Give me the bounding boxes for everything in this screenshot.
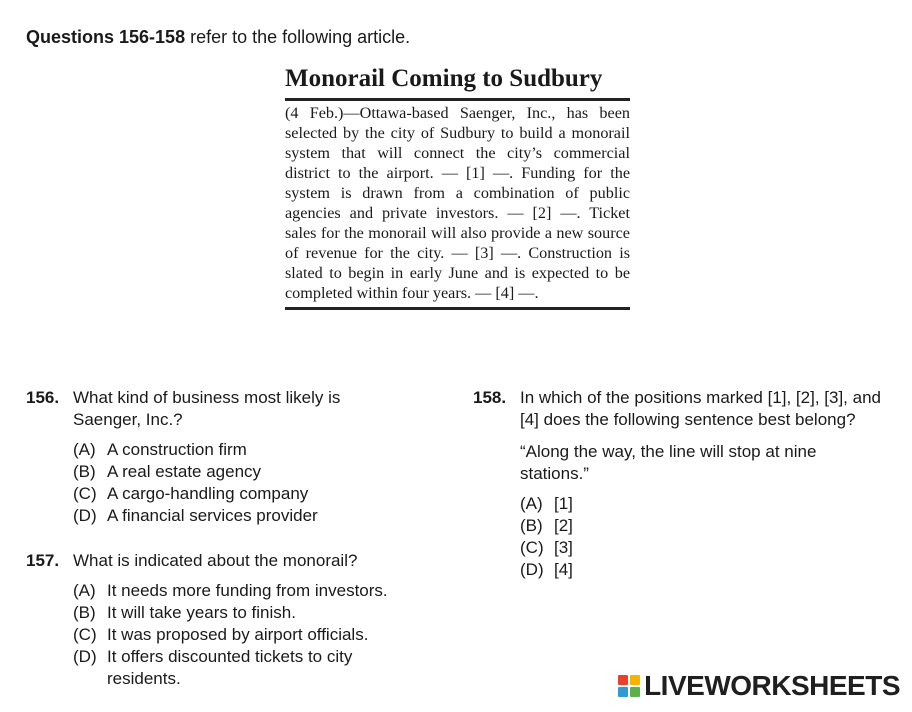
option-156-a[interactable]: [73, 439, 406, 461]
option-156-c[interactable]: [73, 483, 406, 505]
option-text: It needs more funding from investors.: [107, 581, 388, 600]
instructions-text: refer to the following article.: [185, 27, 411, 47]
option-letter: (B): [73, 462, 96, 481]
option-letter: (C): [73, 484, 97, 503]
option-letter: (B): [520, 516, 543, 535]
option-text: It offers discounted tickets to city residents.: [107, 647, 353, 688]
question-stem: In which of the positions marked [1], [2], [3], and [4] does the following sentence best belong?: [520, 388, 881, 429]
question-number: 156.: [26, 388, 60, 407]
option-letter: (B): [73, 603, 96, 622]
option-text: [2]: [554, 516, 573, 535]
logo-square: [630, 687, 640, 697]
option-letter: (D): [73, 506, 97, 525]
option-156-b[interactable]: [73, 461, 406, 483]
option-157-c[interactable]: [73, 624, 446, 646]
option-text: It will take years to finish.: [107, 603, 296, 622]
option-text: [4]: [554, 560, 573, 579]
option-letter: (C): [520, 538, 544, 557]
article-body: (4 Feb.)—Ottawa-based Saenger, Inc., has been selected by the city of Sudbury to build a monorail system that will connect the city’s commercial district to the airport. — [1] —. Funding for the system is drawn from a combination of public agencies and private investors. — [2] —. Ticket sales for the monorail will also provide a new source of revenue for the city. — [3] —. Construction is slated to begin in early June and is expected to be completed within four years. — [4] —.: [285, 103, 630, 310]
logo-square: [618, 675, 628, 685]
article-title: Monorail Coming to Sudbury: [285, 64, 630, 101]
option-157-a[interactable]: [73, 580, 446, 602]
option-156-d[interactable]: [73, 505, 406, 527]
liveworksheets-logo-icon: [618, 675, 640, 697]
question-stem: What is indicated about the monorail?: [73, 551, 358, 570]
answer-options: [26, 439, 406, 527]
question-157: [26, 550, 446, 690]
option-letter: (C): [73, 625, 97, 644]
option-text: A financial services provider: [107, 506, 318, 525]
question-156: [26, 387, 406, 527]
option-158-a[interactable]: [520, 493, 903, 515]
option-text: A real estate agency: [107, 462, 262, 481]
answer-options: [26, 580, 446, 690]
option-text: It was proposed by airport officials.: [107, 625, 369, 644]
question-number: 158.: [473, 388, 507, 407]
option-text: A construction firm: [107, 440, 247, 459]
answer-options: [473, 493, 903, 581]
question-158: [473, 387, 903, 581]
logo-square: [630, 675, 640, 685]
option-letter: (D): [520, 560, 544, 579]
liveworksheets-logo: [618, 670, 900, 702]
option-letter: (A): [520, 494, 543, 513]
article: [285, 64, 630, 310]
question-range: Questions 156-158: [26, 27, 186, 47]
option-letter: (D): [73, 647, 97, 666]
option-letter: (A): [73, 581, 96, 600]
option-158-b[interactable]: [520, 515, 903, 537]
option-158-d[interactable]: [520, 559, 903, 581]
question-number: 157.: [26, 551, 60, 570]
option-157-b[interactable]: [73, 602, 446, 624]
logo-square: [618, 687, 628, 697]
option-158-c[interactable]: [520, 537, 903, 559]
question-stem: What kind of business most likely is Saenger, Inc.?: [73, 388, 341, 429]
instructions: [26, 26, 410, 48]
option-text: A cargo-handling company: [107, 484, 309, 503]
option-text: [1]: [554, 494, 573, 513]
option-letter: (A): [73, 440, 96, 459]
logo-text: LIVEWORKSHEETS: [644, 670, 900, 701]
option-text: [3]: [554, 538, 573, 557]
option-157-d[interactable]: [73, 646, 446, 690]
quoted-sentence: “Along the way, the line will stop at nine stations.”: [520, 442, 817, 483]
